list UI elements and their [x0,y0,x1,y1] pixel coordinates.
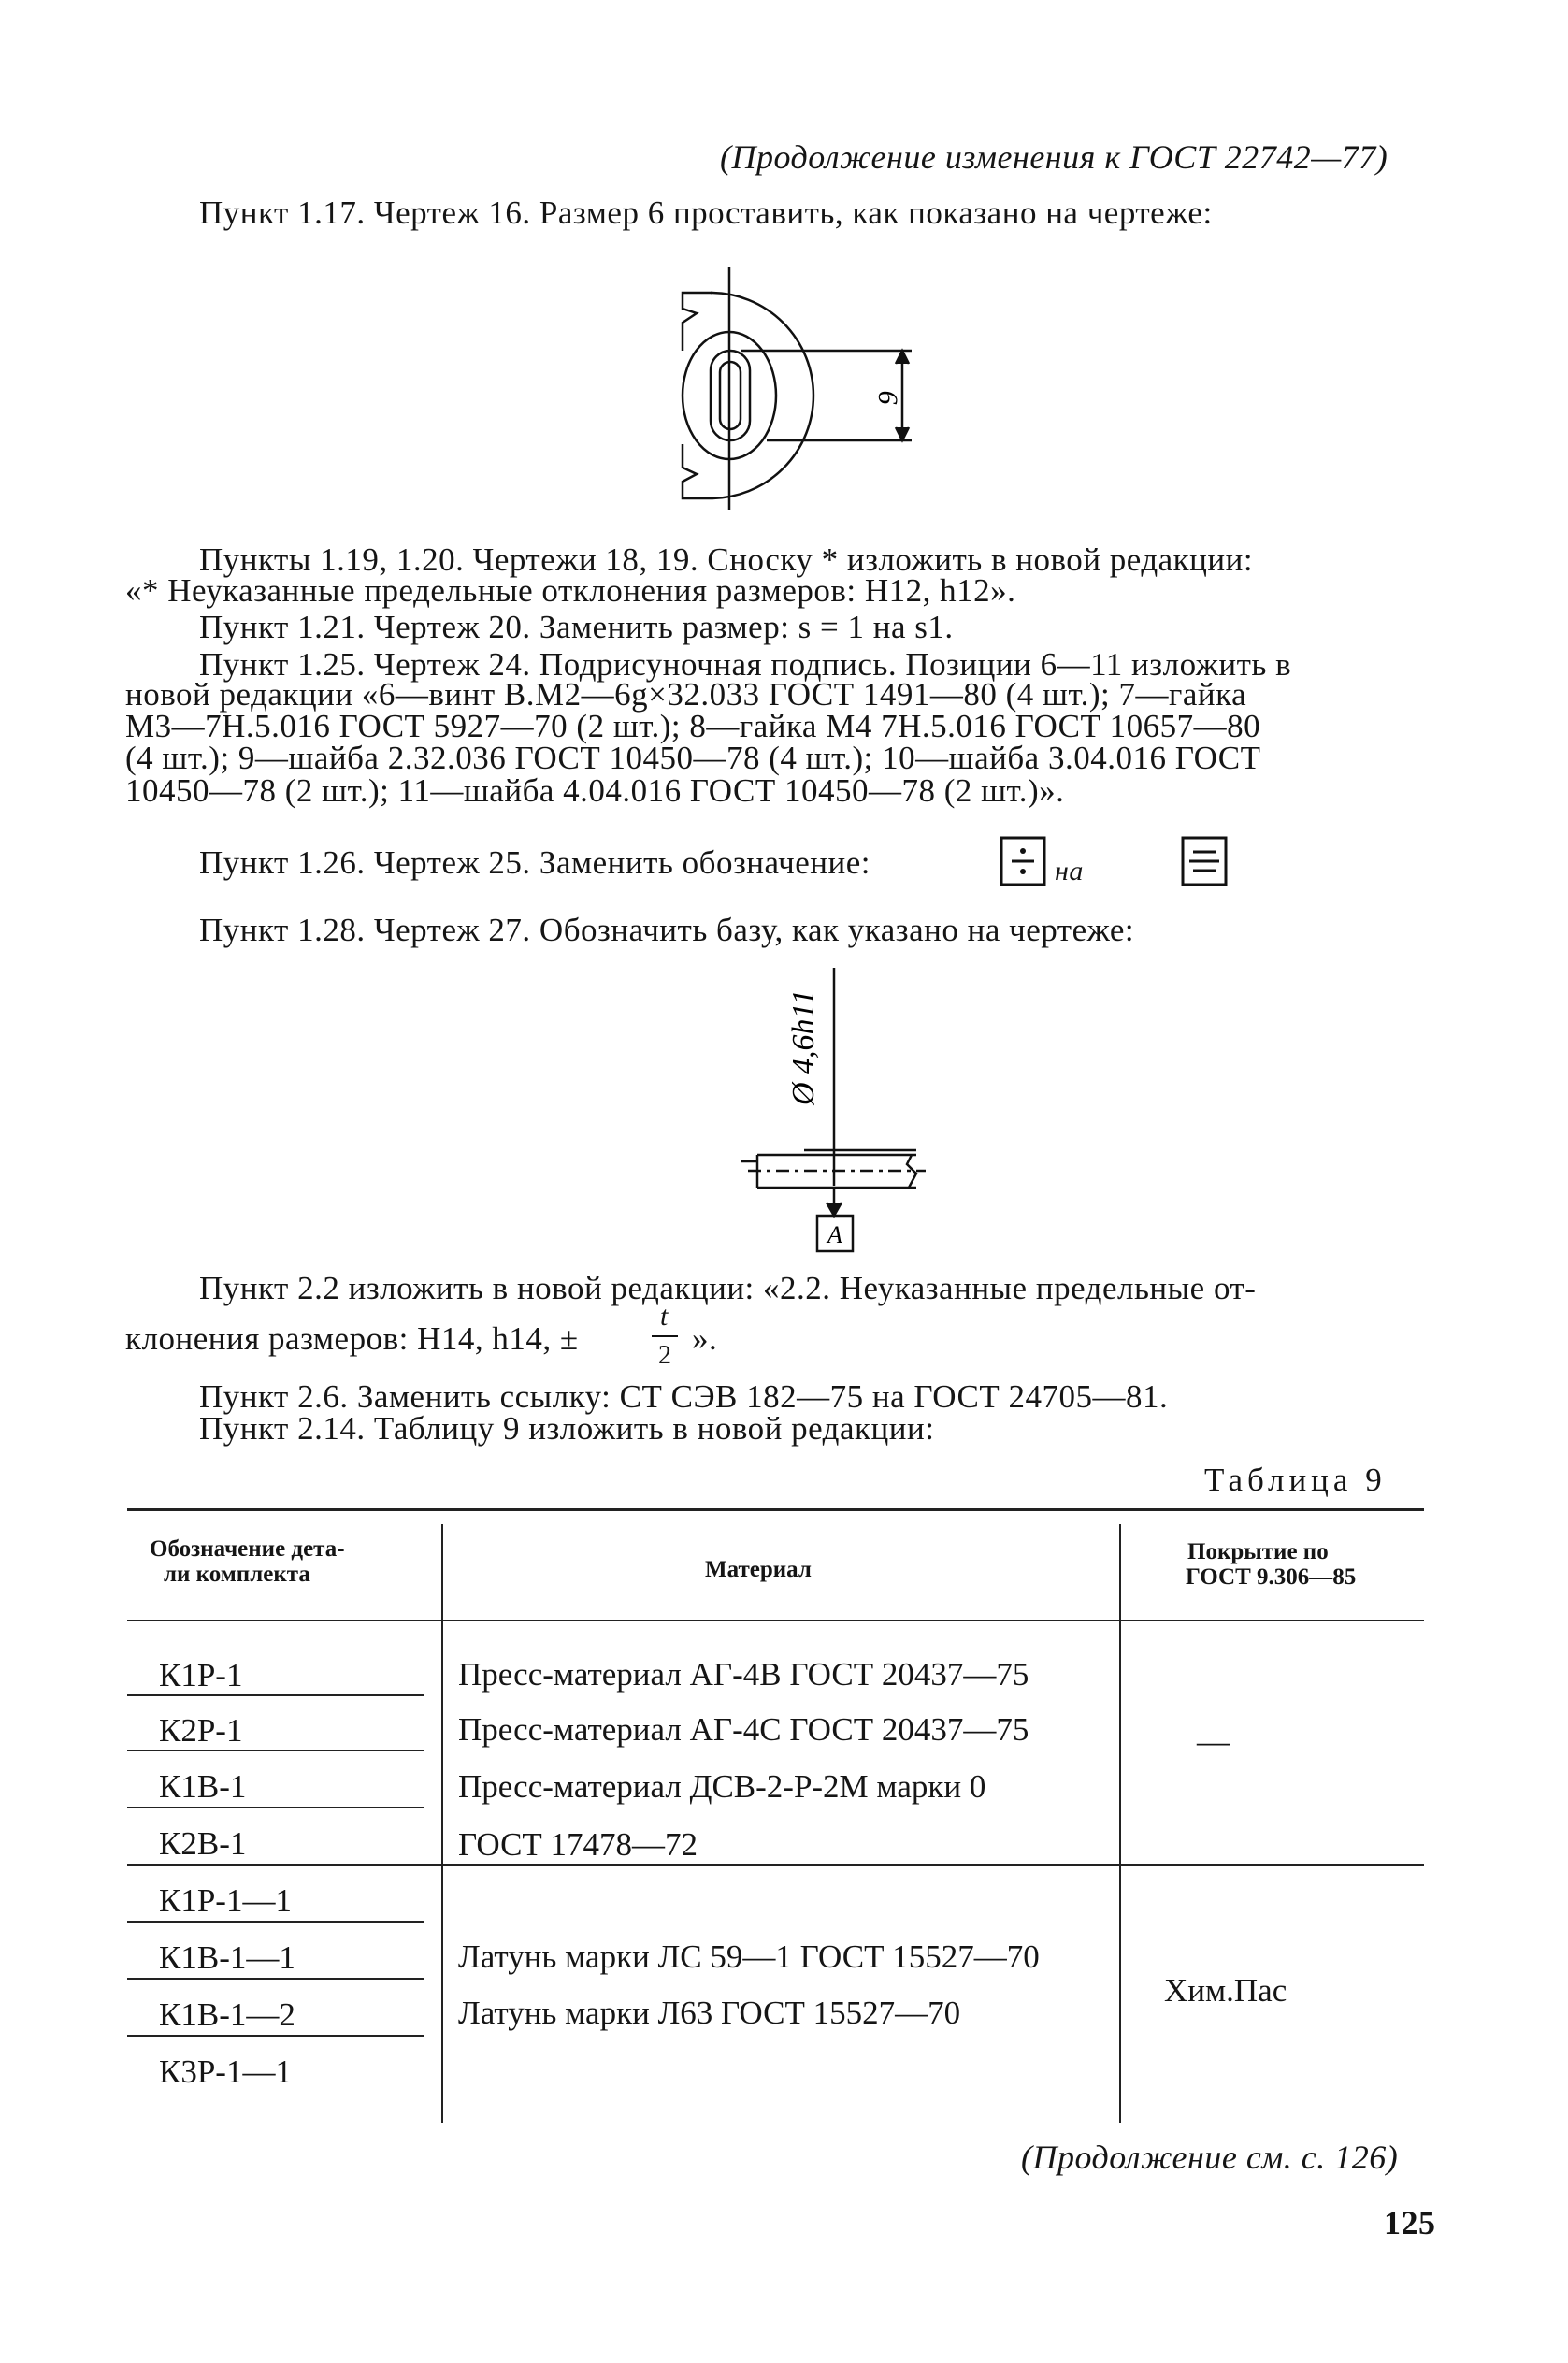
fraction-denominator: 2 [658,1341,672,1370]
item-1-25-line4: (4 шт.); 9—шайба 2.32.036 ГОСТ 10450—78 (4 шт.); 10—шайба 3.04.016 ГОСТ [125,740,1261,776]
datum-base-label: А [827,1221,842,1248]
header-material: Материал [705,1557,812,1582]
row-rule [127,1694,424,1696]
item-1-25-line1: Пункт 1.25. Чертеж 24. Подрисуночная подпись. Позиции 6—11 изложить в [199,646,1292,683]
designation-cell: К1В-1—2 [159,1996,295,2033]
designation-cell: К1В-1 [159,1768,247,1805]
item-1-19-line1: Пункты 1.19, 1.20. Чертежи 18, 19. Сноску * изложить в новой редакции: [199,541,1254,578]
item-1-25-line5: 10450—78 (2 шт.); 11—шайба 4.04.016 ГОСТ 10450—78 (2 шт.)». [125,772,1065,809]
item-1-25-line3: М3—7Н.5.016 ГОСТ 5927—70 (2 шт.); 8—гайка М4 7Н.5.016 ГОСТ 10657—80 [125,708,1261,744]
continuation-header: (Продолжение изменения к ГОСТ 22742—77) [720,138,1388,176]
table-caption: Таблица 9 [1204,1462,1387,1498]
material-cell: Пресс-материал ДСВ-2-Р-2М марки 0 [458,1768,986,1805]
row-rule [127,2035,424,2037]
item-2-2-line1: Пункт 2.2 изложить в новой редакции: «2.2. Неуказанные предельные от- [199,1270,1257,1306]
new-symmetry-symbol-icon [1180,835,1229,887]
designation-cell: К2Р-1 [159,1712,243,1749]
table-column-divider-1 [441,1524,443,2123]
item-2-14: Пункт 2.14. Таблицу 9 изложить в новой редакции: [199,1410,935,1447]
header-coating-line1: Покрытие по [1187,1539,1329,1564]
item-1-19-line2: «* Неуказанные предельные отклонения размеров: Н12, h12». [125,572,1016,609]
figure-16-dimension: 6 [872,390,903,405]
item-2-6: Пункт 2.6. Заменить ссылку: СТ СЭВ 182—75 на ГОСТ 24705—81. [199,1378,1169,1415]
table-header-rule [127,1620,1424,1621]
designation-cell: К1Р-1—1 [159,1882,292,1919]
row-rule [127,1807,424,1808]
coating-cell: — [1197,1723,1230,1760]
item-1-26: Пункт 1.26. Чертеж 25. Заменить обозначение: [199,844,871,881]
figure-27-dimension: Ø 4,6h11 [786,988,821,1106]
item-2-2-line2-suffix: ». [692,1320,718,1357]
old-symmetry-symbol-icon [999,835,1047,887]
table-top-rule [127,1508,1424,1511]
material-cell: Латунь марки Л63 ГОСТ 15527—70 [458,1995,961,2031]
header-designation-line1: Обозначение дета- [150,1536,345,1562]
replacement-word: на [1055,856,1084,886]
coating-cell: Хим.Пас [1164,1972,1287,2009]
designation-cell: К2В-1 [159,1825,247,1862]
item-2-2-line2-prefix: клонения размеров: Н14, h14, ± [125,1320,579,1357]
row-rule [127,1750,424,1751]
continuation-footer: (Продолжение см. с. 126) [1021,2139,1399,2176]
header-designation-line2: ли комплекта [164,1562,310,1587]
item-1-28: Пункт 1.28. Чертеж 27. Обозначить базу, как указано на чертеже: [199,912,1135,948]
page-number: 125 [1384,2204,1436,2241]
header-coating-line2: ГОСТ 9.306—85 [1186,1564,1357,1590]
designation-cell: К3Р-1—1 [159,2053,292,2090]
fraction-numerator: t [660,1301,669,1332]
item-1-25-line2: новой редакции «6—винт В.М2—6g×32.033 ГОСТ 1491—80 (4 шт.); 7—гайка [125,676,1247,713]
material-cell: Пресс-материал АГ-4С ГОСТ 20437—75 [458,1711,1029,1748]
figure-16-drawing [655,257,954,514]
row-rule [127,1921,424,1923]
item-1-17: Пункт 1.17. Чертеж 16. Размер 6 проставить, как показано на чертеже: [199,195,1213,231]
designation-cell: К1Р-1 [159,1657,243,1693]
designation-cell: К1В-1—1 [159,1939,295,1976]
table-column-divider-2 [1119,1524,1121,2123]
item-1-21: Пункт 1.21. Чертеж 20. Заменить размер: s = 1 на s1. [199,609,954,645]
row-rule [127,1978,424,1980]
group-rule [127,1864,1424,1866]
material-cell: ГОСТ 17478—72 [458,1826,698,1863]
material-cell: Латунь марки ЛС 59—1 ГОСТ 15527—70 [458,1938,1040,1975]
figure-27-drawing [729,963,944,1267]
material-cell: Пресс-материал АГ-4В ГОСТ 20437—75 [458,1656,1029,1693]
